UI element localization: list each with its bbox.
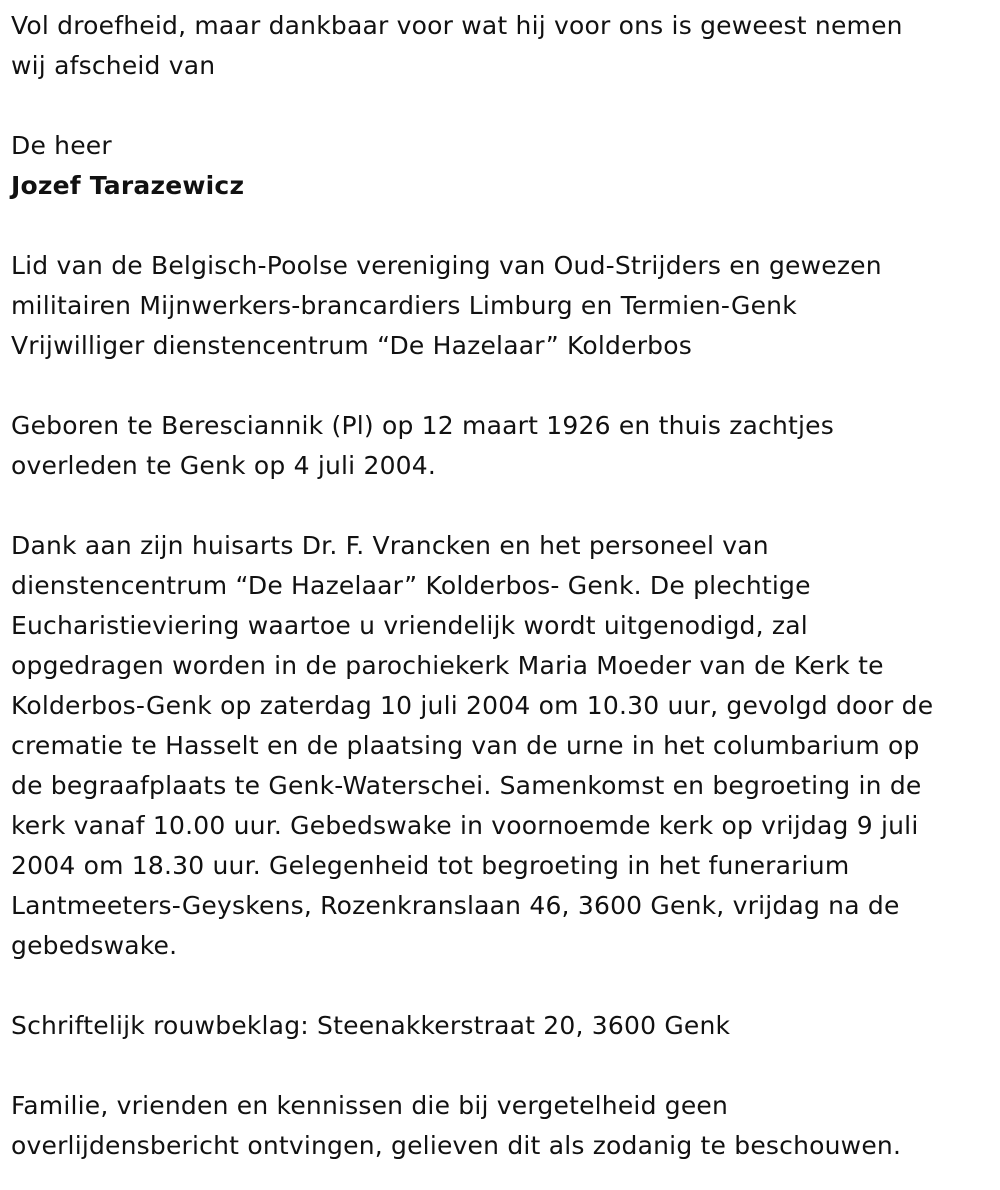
ceremony-line: gebedswake.: [11, 931, 178, 960]
closing-line: Familie, vrienden en kennissen die bij vergetelheid geen: [11, 1091, 729, 1120]
birth-death-line: overleden te Genk op 4 juli 2004.: [11, 451, 437, 480]
closing-paragraph: [11, 1086, 975, 1166]
membership-line: Vrijwilliger dienstencentrum “De Hazelaar” Kolderbos: [11, 331, 692, 360]
membership-line: militairen Mijnwerkers-brancardiers Limburg en Termien-Genk: [11, 291, 797, 320]
ceremony-line: kerk vanaf 10.00 uur. Gebedswake in voornoemde kerk op vrijdag 9 juli: [11, 811, 919, 840]
membership-paragraph: [11, 246, 975, 366]
ceremony-line: 2004 om 18.30 uur. Gelegenheid tot begroeting in het funerarium: [11, 851, 850, 880]
ceremony-line: dienstencentrum “De Hazelaar” Kolderbos- Genk. De plechtige: [11, 571, 811, 600]
intro-paragraph: [11, 6, 975, 86]
closing-line: overlijdensbericht ontvingen, gelieven dit als zodanig te beschouwen.: [11, 1131, 902, 1160]
birth-death-paragraph: [11, 406, 975, 486]
birth-death-line: Geboren te Beresciannik (Pl) op 12 maart 1926 en thuis zachtjes: [11, 411, 834, 440]
ceremony-line: Dank aan zijn huisarts Dr. F. Vrancken en het personeel van: [11, 531, 769, 560]
intro-line: wij afscheid van: [11, 51, 216, 80]
ceremony-line: Kolderbos-Genk op zaterdag 10 juli 2004 om 10.30 uur, gevolgd door de: [11, 691, 934, 720]
intro-line: Vol droefheid, maar dankbaar voor wat hij voor ons is geweest nemen: [11, 11, 903, 40]
membership-line: Lid van de Belgisch-Poolse vereniging van Oud-Strijders en gewezen: [11, 251, 882, 280]
ceremony-line: Lantmeeters-Geyskens, Rozenkranslaan 46, 3600 Genk, vrijdag na de: [11, 891, 900, 920]
ceremony-line: opgedragen worden in de parochiekerk Maria Moeder van de Kerk te: [11, 651, 884, 680]
condolences-line: Schriftelijk rouwbeklag: Steenakkerstraat 20, 3600 Genk: [11, 1011, 731, 1040]
ceremony-line: Eucharistieviering waartoe u vriendelijk wordt uitgenodigd, zal: [11, 611, 808, 640]
salutation: De heer: [11, 131, 112, 160]
deceased-name: Jozef Tarazewicz: [11, 171, 245, 200]
ceremony-line: crematie te Hasselt en de plaatsing van de urne in het columbarium op: [11, 731, 920, 760]
ceremony-paragraph: [11, 526, 975, 966]
condolences-paragraph: [11, 1006, 975, 1046]
ceremony-line: de begraafplaats te Genk-Waterschei. Samenkomst en begroeting in de: [11, 771, 922, 800]
